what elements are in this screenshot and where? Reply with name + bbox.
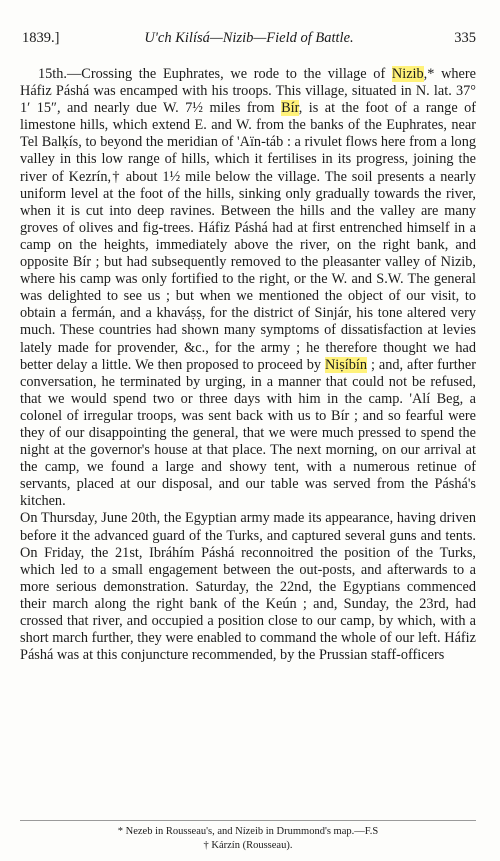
header-title: U'ch Kilísá—Nizib—Field of Battle. bbox=[144, 30, 354, 46]
text-run: On Thursday, June 20th, the Egyptian army made its appearance, having driven before it the advanced guard of the Turks, and captured several guns and tents. On Friday, the 21st, Ibráhím Páshá reconnoitred the position of the Turks, which led to a small engagement between the out-posts, and afterwards to a more serious demonstration. Saturday, the 22nd, the Egyptians commenced their march along the right bank of the Keún ; and, Sunday, the 23rd, had crossed that river, and occupied a position close to our camp, by which, with a short march further, they were enabled to command the whole of our left. Háfiz Páshá was at this conjuncture recommended, by the Prussian staff-officers bbox=[20, 510, 476, 664]
footnote-2: † Kárzín (Rousseau). bbox=[203, 840, 293, 851]
text-run: ,* where Háfiz Páshá was encamped with his troops. This village, situated in N. lat. 37° 1′ 15″, and nearly due W. 7½ miles from bbox=[20, 66, 476, 117]
body-text bbox=[20, 66, 476, 664]
footnote-1: * Nezeb in Rousseau's, and Nízeib in Drummond's map.—F.S bbox=[117, 826, 379, 837]
text-run: ; and, after further conversation, he terminated by urging, in a manner that could not be refused, that we would spend two or three days with him in the camp. 'Alí Beg, a colonel of irregular troops, was sent back with us to Bír ; and so fearful were they of our disappointing the general, that we were much pressed to spend the night at the governor's house at that place. The next morning, on our arrival at the camp, we found a large and showy tent, with a numerous retinue of servants, placed at our disposal, and our table was served from the Páshá's kitchen. bbox=[20, 356, 476, 510]
highlighted-place-name: Nizib bbox=[391, 66, 424, 82]
paragraph-2 bbox=[20, 510, 476, 664]
paragraph-1 bbox=[20, 66, 476, 510]
highlighted-place-name: Niṣíbín bbox=[324, 356, 368, 373]
header-year: 1839.] bbox=[22, 30, 60, 46]
footnote-rule bbox=[20, 820, 476, 821]
text-run: , is at the foot of a range of limestone hills, which extend E. and W. from the banks of the Euphrates, near Tel Balḳís, to beyond the meridian of 'Aïn-táb : a rivulet flows here from a long valley in this low range of hills, which it fertilises in its progress, joining the river of Kezrín,† about 1½ mile below the village. The soil presents a nearly uniform level at the foot of the hills, sinking only gradually towards the river, when it is cut into deep ravines. Between the hills and the valley are many groves of olives and fig-trees. Háfiz Páshá had at first entrenched himself in a camp on the heights, immediately above the river, on the right bank, and opposite Bír ; but had subsequently removed to the pleasanter valley of Nizib, where his camp was only fortified to the right, or the W. and S.W. The general was delighted to see us ; but when we mentioned the object of our visit, to obtain a fermán, and a khaváṣṣ, for the district of Sinjár, his tone altered very much. These countries had shown many symptoms of dissatisfaction at levies lately made for provender, &c., for the army ; he therefore thought we had better delay a little. We then proposed to proceed by bbox=[20, 100, 476, 373]
highlighted-place-name: Bír bbox=[281, 100, 299, 117]
running-header bbox=[22, 30, 476, 52]
page-number: 335 bbox=[454, 30, 476, 46]
text-run: 15th.—Crossing the Euphrates, we rode to the village of bbox=[38, 66, 392, 82]
